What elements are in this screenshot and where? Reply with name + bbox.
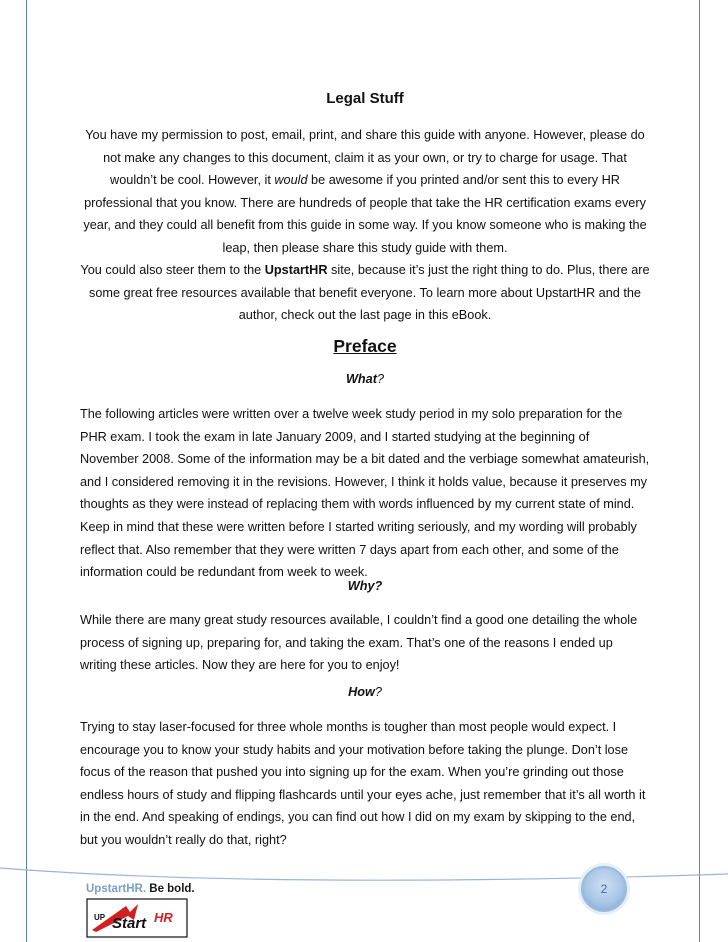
legal-paragraph-1: [80, 124, 650, 260]
page-number: 2: [600, 882, 608, 896]
footer-brand: [86, 883, 195, 895]
what-heading-text: What: [345, 372, 377, 386]
page-number-badge: [581, 866, 627, 912]
legal-p2-before: You could also steer them to the: [80, 263, 265, 277]
preface-title-text: Preface: [333, 336, 397, 356]
what-paragraph: The following articles were written over a twelve week study period in my solo preparation for the PHR exam. I took the exam in late January 2009, and I started studying at the beginning of November 2008. Some of the information may be a bit dated and the verbiage somewhat amateurish, and I considered removing it in the revisions. However, I think it holds value, because it preserves my thoughts as they were instead of replacing them with words influenced by my current state of mind. Keep in mind that these were written before I started writing seriously, and my wording will probably reflect that. Also remember that they were written 7 days apart from each other, and some of the information could be redundant from week to week.: [80, 407, 650, 580]
footer-brand-name: UpstartHR.: [86, 883, 147, 895]
logo-start-text: Start: [112, 915, 147, 932]
page-border-right: [699, 0, 700, 942]
how-heading-mark: ?: [374, 685, 382, 699]
how-heading: [80, 685, 650, 699]
how-paragraph: Trying to stay laser-focused for three whole months is tougher than most people would expect. I encourage you to know your study habits and your motivation before taking the plunge. Don’t lose focus of the reason that pushed you into signing up for the exam. When you’re grinding out those endless hours of study and flipping flashcards until your eyes ache, just remember that it’s all worth it in the end. And speaking of endings, you can find out how I did on my exam by skipping to the end, but you wouldn’t really do that, right?: [80, 720, 646, 847]
why-heading: [80, 579, 650, 593]
legal-title: Legal Stuff: [326, 90, 404, 107]
legal-p1-after: be awesome if you printed and/or sent this to every HR professional that you know. There are hundreds of people that take the HR certification exams every year, and they could all benefit from this guide in some way. If you know someone who is making the leap, then please share this study guide with them.: [83, 173, 647, 255]
what-heading: [80, 372, 650, 386]
legal-p2-after: site, because it’s just the right thing to do. Plus, there are some great free resources available that benefit everyone. To learn more about UpstartHR and the author, check out the last page in this eBook.: [89, 263, 650, 323]
upstarthr-link-text: UpstartHR: [264, 263, 328, 277]
footer-tagline: Be bold.: [149, 883, 195, 895]
logo-up-text: UP: [94, 913, 106, 922]
how-heading-text: How: [348, 685, 375, 699]
legal-p1-before: You have my permission to post, email, print, and share this guide with anyone. However, please do not make any changes to this document, claim it as your own, or try to charge for usage. That wouldn’t be cool. However, it: [85, 128, 645, 188]
why-paragraph: While there are many great study resources available, I couldn’t find a good one detailing the whole process of signing up, preparing for, and taking the exam. That’s one of the reasons I ended up writing these articles. Now they are here for you to enjoy!: [80, 613, 638, 673]
page-border-left: [26, 0, 27, 942]
legal-paragraph-2: [80, 259, 650, 327]
logo-hr-text: HR: [154, 910, 173, 925]
upstarthr-logo: [86, 898, 188, 938]
legal-p1-emphasis: would: [274, 173, 308, 188]
what-heading-mark: ?: [376, 372, 385, 386]
why-heading-text: Why?: [347, 579, 383, 593]
preface-title: [80, 336, 650, 357]
